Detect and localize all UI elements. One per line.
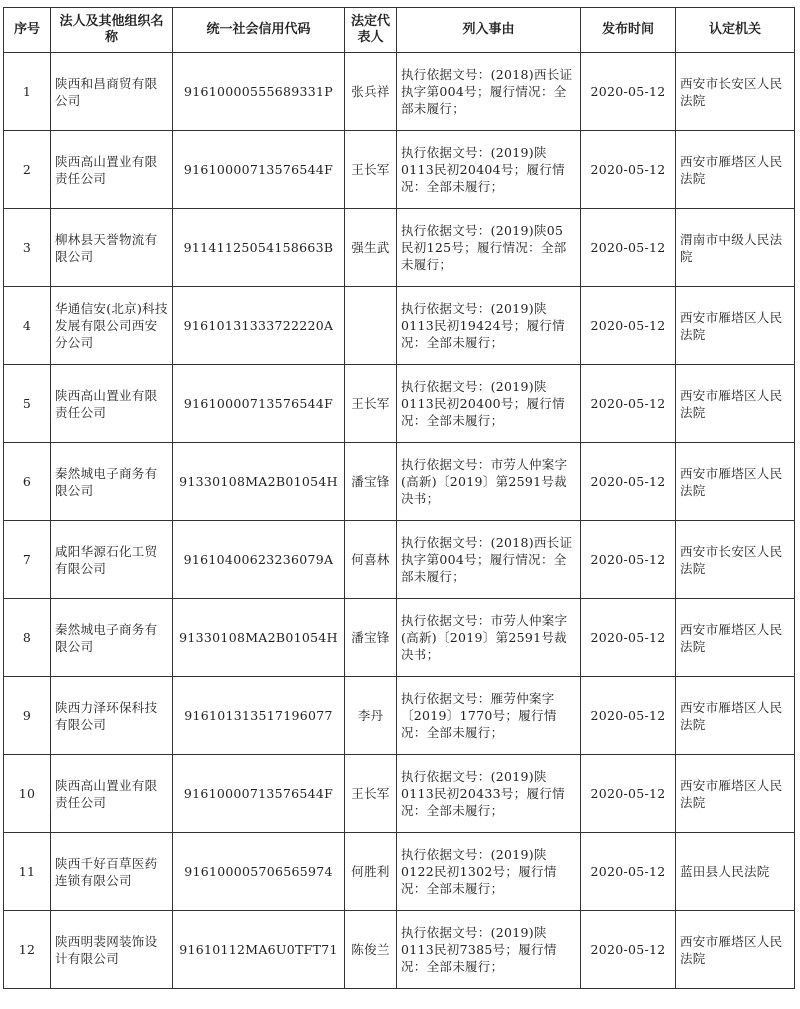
table-row [4, 365, 795, 443]
entity-name: 陕西明裴网装饰设计有限公司 [51, 911, 173, 989]
table-row [4, 443, 795, 521]
authority: 渭南市中级人民法院 [676, 209, 795, 287]
publish-date: 2020-05-12 [581, 521, 676, 599]
row-no: 7 [4, 521, 51, 599]
legal-rep: 陈俊兰 [345, 911, 397, 989]
credit-code: 916100005706565974 [173, 833, 345, 911]
entity-name: 咸阳华源石化工贸有限公司 [51, 521, 173, 599]
listing-reason: 执行依据文号：(2019)陕0113民初20433号；履行情况：全部未履行； [397, 755, 581, 833]
listing-reason: 执行依据文号：市劳人仲案字(高新)〔2019〕第2591号裁决书； [397, 443, 581, 521]
entity-name: 陕西高山置业有限责任公司 [51, 365, 173, 443]
publish-date: 2020-05-12 [581, 53, 676, 131]
entity-name: 柳林县天誉物流有限公司 [51, 209, 173, 287]
authority: 西安市雁塔区人民法院 [676, 131, 795, 209]
legal-rep: 何喜林 [345, 521, 397, 599]
listing-reason: 执行依据文号：(2018)西长证执字第004号；履行情况：全部未履行； [397, 53, 581, 131]
publish-date: 2020-05-12 [581, 911, 676, 989]
listing-reason: 执行依据文号：(2019)陕05民初125号；履行情况：全部未履行； [397, 209, 581, 287]
credit-code: 91610000713576544F [173, 131, 345, 209]
entity-name: 秦然城电子商务有限公司 [51, 443, 173, 521]
legal-rep: 王长军 [345, 365, 397, 443]
authority: 西安市雁塔区人民法院 [676, 287, 795, 365]
credit-code: 91330108MA2B01054H [173, 599, 345, 677]
listing-reason: 执行依据文号：(2019)陕0113民初20400号；履行情况：全部未履行； [397, 365, 581, 443]
header-row [4, 8, 795, 53]
authority: 蓝田县人民法院 [676, 833, 795, 911]
table-row [4, 287, 795, 365]
publish-date: 2020-05-12 [581, 131, 676, 209]
authority: 西安市雁塔区人民法院 [676, 443, 795, 521]
legal-rep: 何胜利 [345, 833, 397, 911]
legal-rep: 强生武 [345, 209, 397, 287]
dishonest-entities-table [3, 7, 795, 989]
header-date: 发布时间 [581, 8, 676, 53]
authority: 西安市雁塔区人民法院 [676, 365, 795, 443]
entity-name: 陕西高山置业有限责任公司 [51, 755, 173, 833]
legal-rep: 王长军 [345, 131, 397, 209]
header-reason: 列入事由 [397, 8, 581, 53]
listing-reason: 执行依据文号：(2019)陕0113民初20404号；履行情况：全部未履行； [397, 131, 581, 209]
credit-code: 91610000713576544F [173, 365, 345, 443]
table-row [4, 599, 795, 677]
credit-code: 91330108MA2B01054H [173, 443, 345, 521]
table-row [4, 833, 795, 911]
legal-rep [345, 287, 397, 365]
row-no: 8 [4, 599, 51, 677]
entity-name: 陕西千好百草医药连锁有限公司 [51, 833, 173, 911]
authority: 西安市雁塔区人民法院 [676, 911, 795, 989]
table-row [4, 911, 795, 989]
row-no: 2 [4, 131, 51, 209]
credit-code: 91610000555689331P [173, 53, 345, 131]
header-no: 序号 [4, 8, 51, 53]
legal-rep: 张兵祥 [345, 53, 397, 131]
header-code: 统一社会信用代码 [173, 8, 345, 53]
entity-name: 华通信安(北京)科技发展有限公司西安分公司 [51, 287, 173, 365]
listing-reason: 执行依据文号：(2019)陕0122民初1302号；履行情况：全部未履行； [397, 833, 581, 911]
publish-date: 2020-05-12 [581, 677, 676, 755]
publish-date: 2020-05-12 [581, 287, 676, 365]
credit-code: 91610000713576544F [173, 755, 345, 833]
publish-date: 2020-05-12 [581, 755, 676, 833]
row-no: 12 [4, 911, 51, 989]
entity-name: 陕西力泽环保科技有限公司 [51, 677, 173, 755]
listing-reason: 执行依据文号：(2019)陕0113民初19424号；履行情况：全部未履行； [397, 287, 581, 365]
authority: 西安市长安区人民法院 [676, 53, 795, 131]
entity-name: 陕西和昌商贸有限公司 [51, 53, 173, 131]
row-no: 4 [4, 287, 51, 365]
row-no: 11 [4, 833, 51, 911]
legal-rep: 潘宝锋 [345, 599, 397, 677]
table-row [4, 755, 795, 833]
credit-code: 91610400623236079A [173, 521, 345, 599]
listing-reason: 执行依据文号：(2019)陕0113民初7385号；履行情况：全部未履行； [397, 911, 581, 989]
legal-rep: 潘宝锋 [345, 443, 397, 521]
publish-date: 2020-05-12 [581, 443, 676, 521]
listing-reason: 执行依据文号：(2018)西长证执字第004号；履行情况：全部未履行； [397, 521, 581, 599]
table-row [4, 131, 795, 209]
header-rep: 法定代表人 [345, 8, 397, 53]
listing-reason: 执行依据文号：市劳人仲案字(高新)〔2019〕第2591号裁决书； [397, 599, 581, 677]
authority: 西安市雁塔区人民法院 [676, 677, 795, 755]
row-no: 5 [4, 365, 51, 443]
row-no: 6 [4, 443, 51, 521]
credit-code: 91610112MA6U0TFT71 [173, 911, 345, 989]
credit-code: 916101313517196077 [173, 677, 345, 755]
publish-date: 2020-05-12 [581, 365, 676, 443]
entity-name: 秦然城电子商务有限公司 [51, 599, 173, 677]
header-name: 法人及其他组织名称 [51, 8, 173, 53]
row-no: 3 [4, 209, 51, 287]
publish-date: 2020-05-12 [581, 833, 676, 911]
table-row [4, 209, 795, 287]
legal-rep: 王长军 [345, 755, 397, 833]
row-no: 9 [4, 677, 51, 755]
table-row [4, 677, 795, 755]
publish-date: 2020-05-12 [581, 599, 676, 677]
publish-date: 2020-05-12 [581, 209, 676, 287]
credit-code: 91141125054158663B [173, 209, 345, 287]
authority: 西安市雁塔区人民法院 [676, 599, 795, 677]
row-no: 1 [4, 53, 51, 131]
legal-rep: 李丹 [345, 677, 397, 755]
authority: 西安市长安区人民法院 [676, 521, 795, 599]
credit-code: 91610131333722220A [173, 287, 345, 365]
authority: 西安市雁塔区人民法院 [676, 755, 795, 833]
entity-name: 陕西高山置业有限责任公司 [51, 131, 173, 209]
listing-reason: 执行依据文号：雁劳仲案字〔2019〕1770号；履行情况：全部未履行； [397, 677, 581, 755]
row-no: 10 [4, 755, 51, 833]
table-row [4, 53, 795, 131]
header-authority: 认定机关 [676, 8, 795, 53]
table-row [4, 521, 795, 599]
